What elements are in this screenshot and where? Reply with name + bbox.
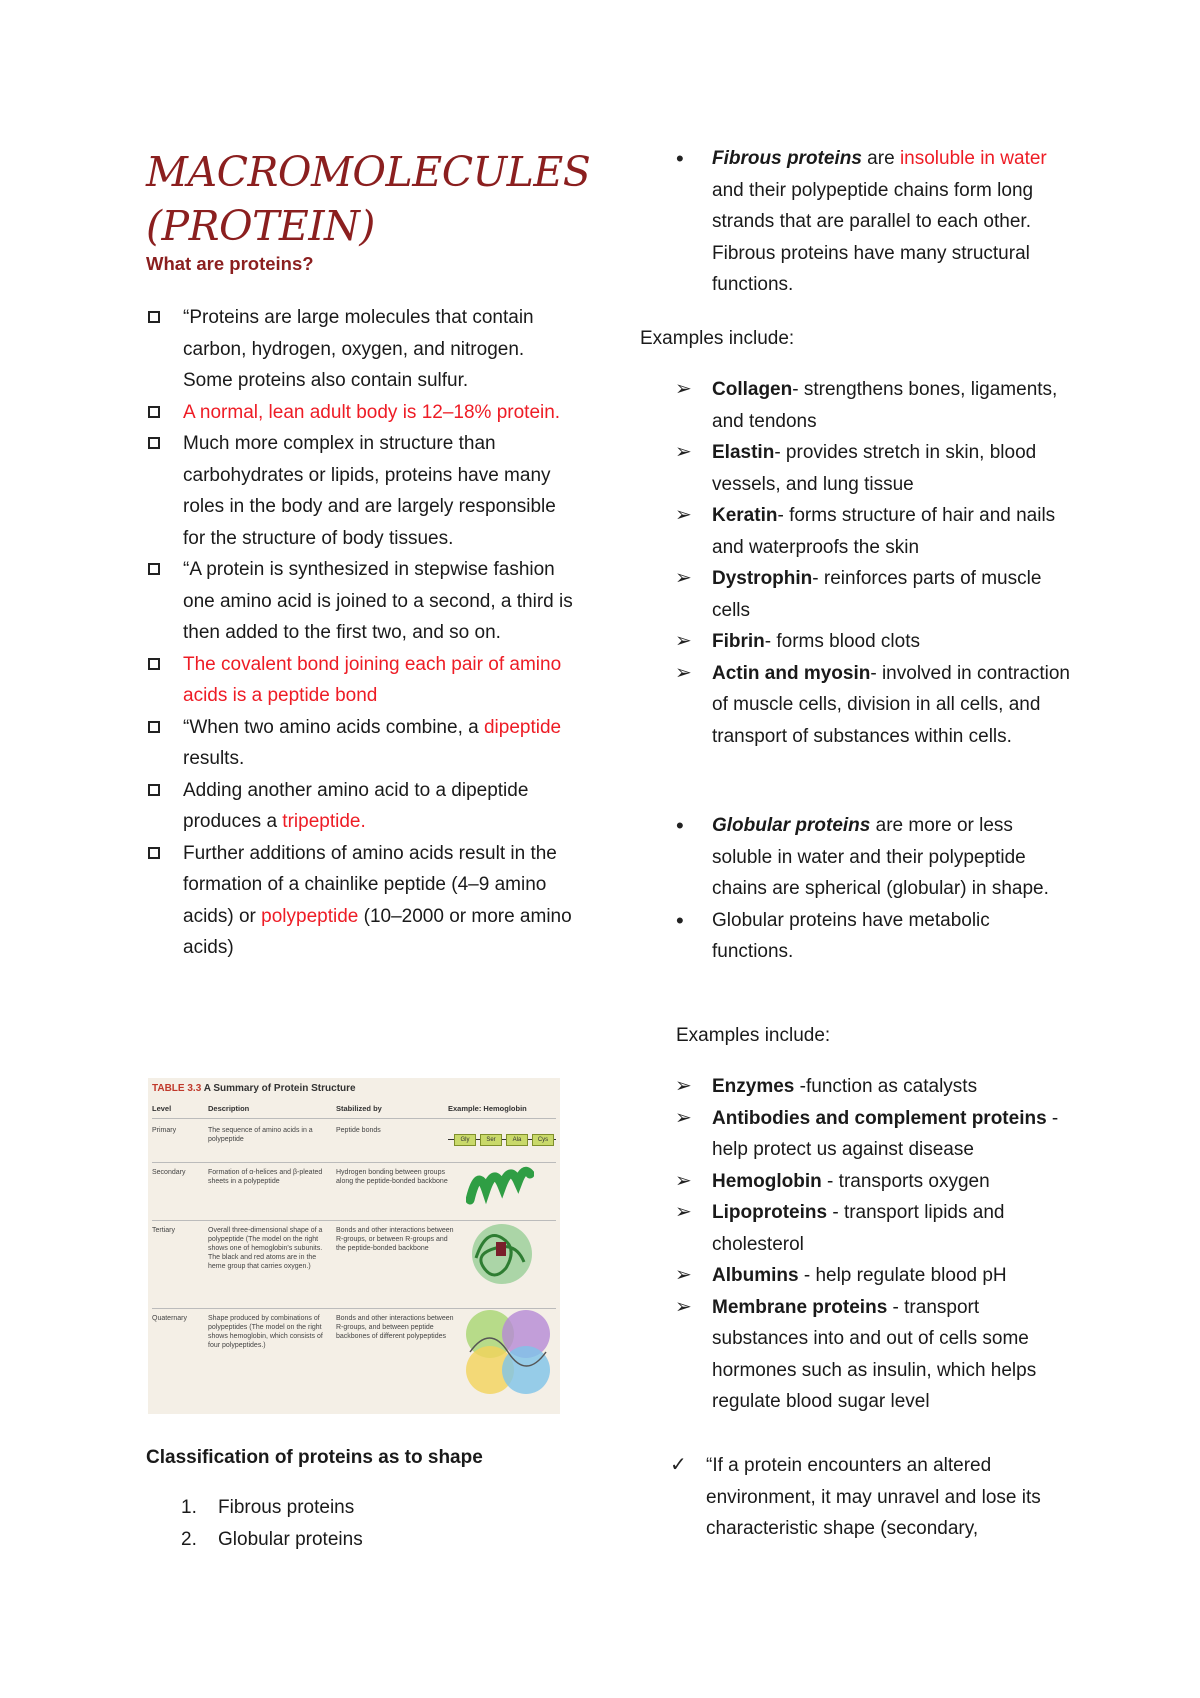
list-item <box>676 810 1072 905</box>
example-description: - forms blood clots <box>764 631 921 652</box>
table-cell-description: The sequence of amino acids in a polypeptide <box>208 1127 313 1143</box>
bullet-icon: • <box>676 146 684 171</box>
page-title: MACROMOLECULES (PROTEIN) <box>146 148 591 250</box>
table-header-stabilized: Stabilized by <box>336 1104 382 1113</box>
list-item <box>675 1292 1072 1418</box>
list-item-text: “When two amino acids combine, a <box>183 716 484 738</box>
examples-label: Examples include: <box>676 1025 831 1046</box>
checkbox-square-icon <box>148 563 160 575</box>
list-item <box>675 500 1072 563</box>
example-description: - provides stretch in skin, blood vessels, and lung tissue <box>712 442 1037 495</box>
table-cell-level: Secondary <box>152 1169 186 1176</box>
list-item <box>675 658 1072 753</box>
example-name: Hemoglobin <box>712 1170 822 1192</box>
example-description: - transport substances into and out of cells some hormones such as insulin, which helps regulate blood sugar level <box>712 1296 1037 1412</box>
text-run: insoluble in water <box>899 148 1047 169</box>
table-cell-level: Tertiary <box>152 1227 175 1234</box>
example-description: - forms structure of hair and nails and waterproofs the skin <box>712 505 1056 558</box>
table-cell-stabilized: Bonds and other interactions between R-groups, or between R-groups and the peptide-bonded backbone <box>336 1227 454 1252</box>
list-item <box>146 1492 363 1524</box>
list-item <box>183 649 573 712</box>
arrow-bullet-icon: ➢ <box>675 1075 692 1097</box>
table-cell-level: Quaternary <box>152 1315 188 1322</box>
example-description: - help regulate blood pH <box>798 1265 1007 1286</box>
checkbox-square-icon <box>148 406 160 418</box>
checkbox-square-icon <box>148 721 160 733</box>
checkmark-icon: ✓ <box>670 1454 687 1476</box>
list-item-text: Adding another amino acid to a dipeptide produces a <box>183 779 529 832</box>
section-subtitle: What are proteins? <box>146 253 314 274</box>
list-item-text: results. <box>183 748 245 769</box>
example-description: - reinforces parts of muscle cells <box>712 568 1042 621</box>
example-name: Dystrophin <box>712 568 813 589</box>
amino-acid-box: Gly <box>454 1134 476 1146</box>
list-item <box>183 712 573 775</box>
example-name: Albumins <box>712 1265 799 1286</box>
table-caption-number: TABLE 3.3 <box>152 1083 202 1094</box>
table-cell-description: Formation of α-helices and β-pleated sheets in a polypeptide <box>208 1169 323 1185</box>
example-name: Keratin <box>712 505 778 526</box>
list-number: 2. <box>181 1528 197 1550</box>
table-header-example: Example: Hemoglobin <box>448 1104 527 1113</box>
table-cell-stabilized: Peptide bonds <box>336 1127 381 1134</box>
list-item <box>146 1524 363 1556</box>
list-item <box>675 1166 1072 1198</box>
intro-list <box>183 302 573 964</box>
classification-list <box>146 1492 363 1555</box>
examples-label: Examples include: <box>640 328 795 349</box>
list-item <box>183 838 573 964</box>
list-item <box>675 1197 1072 1260</box>
list-item <box>670 1450 1066 1545</box>
arrow-bullet-icon: ➢ <box>675 1169 692 1192</box>
example-description: -function as catalysts <box>794 1076 978 1097</box>
list-item <box>676 143 1072 301</box>
example-name: Fibrin <box>712 631 765 652</box>
list-item <box>675 1071 1072 1103</box>
arrow-bullet-icon: ➢ <box>675 1295 692 1318</box>
list-item <box>676 905 1072 968</box>
list-item <box>183 428 573 554</box>
list-item-text: The covalent bond joining each pair of amino acids is a peptide bond <box>183 653 562 706</box>
quaternary-structure-illustration <box>460 1304 556 1400</box>
list-item-text: dipeptide <box>483 716 562 738</box>
list-item <box>675 563 1072 626</box>
tertiary-structure-illustration <box>466 1218 538 1288</box>
table-caption <box>152 1082 356 1096</box>
example-name: Antibodies and complement proteins <box>712 1107 1047 1129</box>
table-cell-description: Overall three-dimensional shape of a polypeptide (The model on the right shows one of hemoglobin's subunits. The black and red atoms are in the heme group that carries oxygen.) <box>208 1227 323 1270</box>
protein-structure-table-image <box>148 1078 560 1414</box>
amino-acid-box: Ala <box>506 1134 528 1146</box>
example-name: Enzymes <box>712 1076 795 1097</box>
table-header-description: Description <box>208 1104 250 1113</box>
text-run: Fibrous proteins <box>712 148 862 169</box>
checkbox-square-icon <box>148 658 160 670</box>
text-run: Globular proteins <box>712 815 871 836</box>
checkbox-square-icon <box>148 847 160 859</box>
list-item-text: Further additions of amino acids result in the formation of a chainlike peptide (4–9 amino acids) or <box>183 842 557 927</box>
globular-description-list <box>676 810 1072 968</box>
example-name: Actin and myosin <box>712 662 871 684</box>
text-run: and their polypeptide chains form long strands that are parallel to each other. Fibrous proteins have many structural functions. <box>712 179 1034 295</box>
fibrous-description <box>712 148 1047 295</box>
table-header-level: Level <box>152 1104 172 1113</box>
example-description: - strengthens bones, ligaments, and tendons <box>712 379 1058 432</box>
text-run: are more or less soluble in water and their polypeptide chains are spherical (globular) in shape. <box>712 815 1049 899</box>
fibrous-description-list <box>676 143 1072 301</box>
table-cell-description: Shape produced by combinations of polypeptides (The model on the right shows hemoglobin, which consists of four polypeptides.) <box>208 1315 323 1349</box>
example-name: Membrane proteins <box>712 1296 888 1318</box>
alpha-helix-illustration <box>466 1160 534 1210</box>
arrow-bullet-icon: ➢ <box>675 504 692 526</box>
arrow-bullet-icon: ➢ <box>675 378 692 400</box>
list-item-text: polypeptide <box>261 905 359 927</box>
list-item <box>183 775 573 838</box>
list-item-text: A normal, lean adult body is 12–18% protein. <box>183 401 561 423</box>
arrow-bullet-icon: ➢ <box>675 1264 692 1286</box>
table-cell-level: Primary <box>152 1127 177 1134</box>
list-item <box>675 626 1072 658</box>
list-item <box>675 1103 1072 1166</box>
list-item <box>675 1260 1072 1292</box>
list-number: 1. <box>181 1497 197 1518</box>
table-caption-title: A Summary of Protein Structure <box>203 1083 356 1094</box>
list-item <box>675 437 1072 500</box>
list-item <box>183 554 573 649</box>
table-cell-stabilized: Bonds and other interactions between R-groups, and between peptide backbones of different polypeptides <box>336 1315 454 1340</box>
list-item-text: Globular proteins <box>218 1528 363 1550</box>
list-item-text: (10–2000 or more amino acids) <box>183 905 572 958</box>
list-item <box>183 302 573 397</box>
classification-heading: Classification of proteins as to shape <box>146 1447 483 1468</box>
arrow-bullet-icon: ➢ <box>675 1201 692 1223</box>
table-divider <box>152 1118 556 1119</box>
example-name: Collagen <box>712 379 793 400</box>
arrow-bullet-icon: ➢ <box>675 567 692 589</box>
example-name: Lipoproteins <box>712 1202 828 1223</box>
amino-acid-box: Cys <box>532 1134 554 1146</box>
fibrous-examples-list <box>675 374 1072 752</box>
example-description: - transports oxygen <box>821 1170 990 1192</box>
checkbox-square-icon <box>148 437 160 449</box>
text-run: Globular proteins have metabolic functions. <box>712 909 990 962</box>
arrow-bullet-icon: ➢ <box>675 1106 692 1129</box>
arrow-bullet-icon: ➢ <box>675 630 692 652</box>
bullet-icon: • <box>676 907 684 933</box>
arrow-bullet-icon: ➢ <box>675 441 692 463</box>
list-item <box>183 397 573 429</box>
amino-acid-box: Ser <box>480 1134 502 1146</box>
example-name: Elastin <box>712 442 775 463</box>
note-text: “If a protein encounters an altered environment, it may unravel and lose its characteristic shape (secondary, <box>706 1455 1041 1539</box>
checkbox-square-icon <box>148 784 160 796</box>
example-description: - transport lipids and cholesterol <box>712 1202 1005 1255</box>
list-item-text: Fibrous proteins <box>218 1497 355 1518</box>
text-run: are <box>861 148 900 169</box>
list-item-text: tripeptide. <box>282 811 366 832</box>
checkbox-square-icon <box>148 311 160 323</box>
arrow-bullet-icon: ➢ <box>675 661 692 684</box>
example-description: - involved in contraction of muscle cells, division in all cells, and transport of substances within cells. <box>712 662 1070 747</box>
bullet-icon: • <box>676 813 684 838</box>
globular-examples-list <box>675 1071 1072 1418</box>
list-item-text: Much more complex in structure than carbohydrates or lipids, proteins have many roles in the body and are largely responsible for the structure of body tissues. <box>183 433 556 549</box>
note-list <box>670 1450 1066 1545</box>
list-item-text: “Proteins are large molecules that contain carbon, hydrogen, oxygen, and nitrogen. Some proteins also contain sulfur. <box>183 307 534 391</box>
table-cell-stabilized: Hydrogen bonding between groups along the peptide-bonded backbone <box>336 1169 448 1185</box>
list-item-text: “A protein is synthesized in stepwise fashion one amino acid is joined to a second, a third is then added to the first two, and so on. <box>183 559 573 643</box>
list-item <box>675 374 1072 437</box>
example-description: - help protect us against disease <box>712 1107 1059 1160</box>
